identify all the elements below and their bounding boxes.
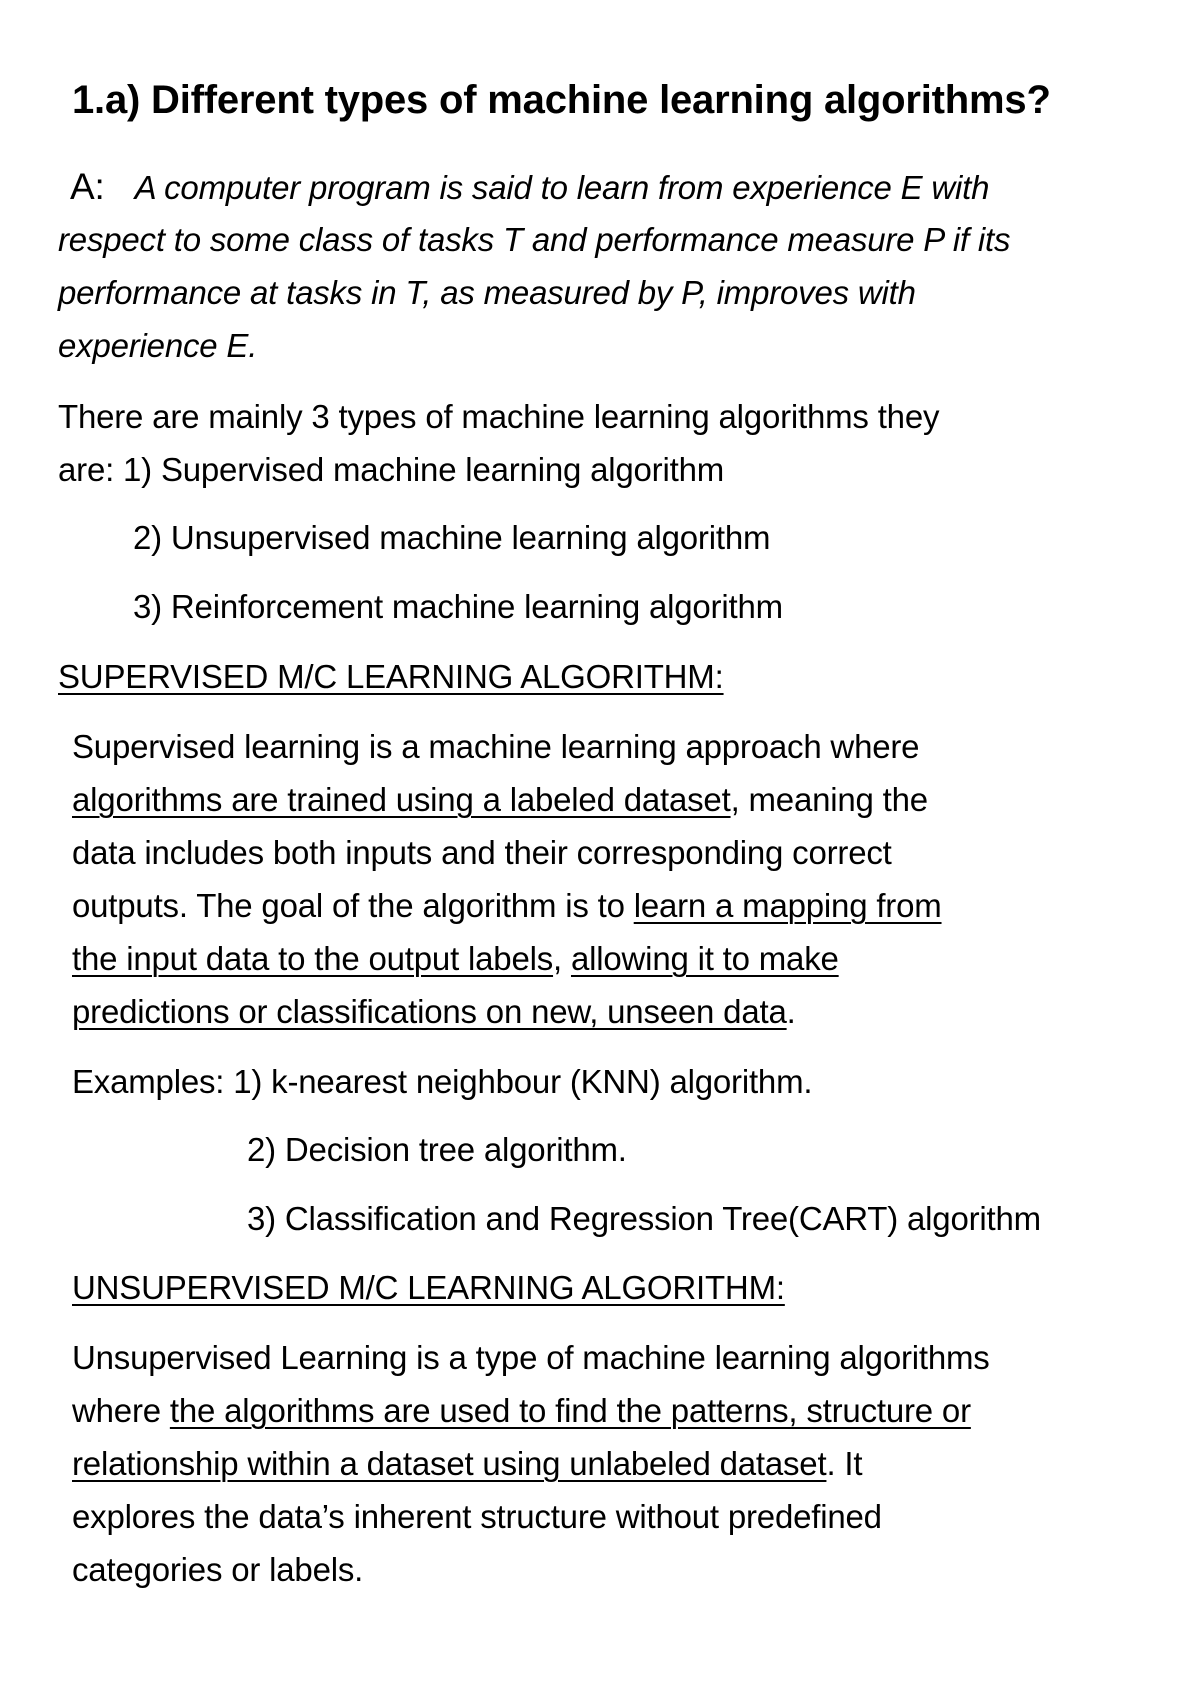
underlined-phrase: predictions or classifications on new, unseen data [72, 993, 787, 1030]
text-run: , [553, 940, 571, 977]
examples-line-3: 3) Classification and Regression Tree(CART) algorithm [247, 1200, 1041, 1237]
examples-line-1: Examples: 1) k-nearest neighbour (KNN) algorithm. [72, 1063, 813, 1100]
list-item-reinforcement: 3) Reinforcement machine learning algorithm [133, 588, 783, 625]
supervised-para-line-6 [72, 990, 796, 1034]
answer-line-1 [70, 165, 989, 210]
answer-line-2: respect to some class of tasks T and performance measure P if its [58, 221, 1011, 258]
underlined-phrase: allowing it to make [570, 940, 839, 977]
answer-text-1: A computer program is said to learn from experience E with [134, 169, 990, 206]
text-run: . It [826, 1445, 863, 1482]
unsupervised-para-line-2 [72, 1389, 971, 1433]
underlined-phrase: algorithms are trained using a labeled dataset [72, 781, 731, 818]
supervised-para-line-2 [72, 778, 928, 822]
list-item-unsupervised: 2) Unsupervised machine learning algorithm [133, 519, 771, 556]
unsupervised-para-line-1: Unsupervised Learning is a type of machine learning algorithms [72, 1339, 990, 1376]
text-run: where [72, 1392, 170, 1429]
intro-line-2: are: 1) Supervised machine learning algorithm [58, 451, 725, 488]
supervised-para-line-5 [72, 937, 839, 981]
text-run: , meaning the [730, 781, 928, 818]
question-heading: 1.a) Different types of machine learning algorithms? [72, 78, 1051, 122]
supervised-para-line-4 [72, 884, 942, 928]
supervised-heading: SUPERVISED M/C LEARNING ALGORITHM: [58, 658, 724, 695]
unsupervised-heading: UNSUPERVISED M/C LEARNING ALGORITHM: [72, 1269, 785, 1306]
underlined-phrase: the algorithms are used to find the patterns, structure or [169, 1392, 971, 1429]
underlined-phrase: relationship within a dataset using unlabeled dataset [72, 1445, 827, 1482]
supervised-para-line-1: Supervised learning is a machine learning approach where [72, 728, 920, 765]
unsupervised-para-line-5: categories or labels. [72, 1551, 364, 1588]
examples-line-2: 2) Decision tree algorithm. [247, 1131, 627, 1168]
unsupervised-para-line-4: explores the data’s inherent structure without predefined [72, 1498, 882, 1535]
answer-label: A: [70, 166, 105, 207]
answer-line-3: performance at tasks in T, as measured by P, improves with [58, 274, 916, 311]
underlined-phrase: the input data to the output labels [72, 940, 554, 977]
text-run: . [786, 993, 796, 1030]
text-run: outputs. The goal of the algorithm is to [72, 887, 634, 924]
unsupervised-para-line-3 [72, 1442, 862, 1486]
supervised-para-line-3: data includes both inputs and their corresponding correct [72, 834, 892, 871]
answer-line-4: experience E. [58, 327, 258, 364]
underlined-phrase: learn a mapping from [633, 887, 942, 924]
intro-line-1: There are mainly 3 types of machine learning algorithms they [58, 398, 940, 435]
